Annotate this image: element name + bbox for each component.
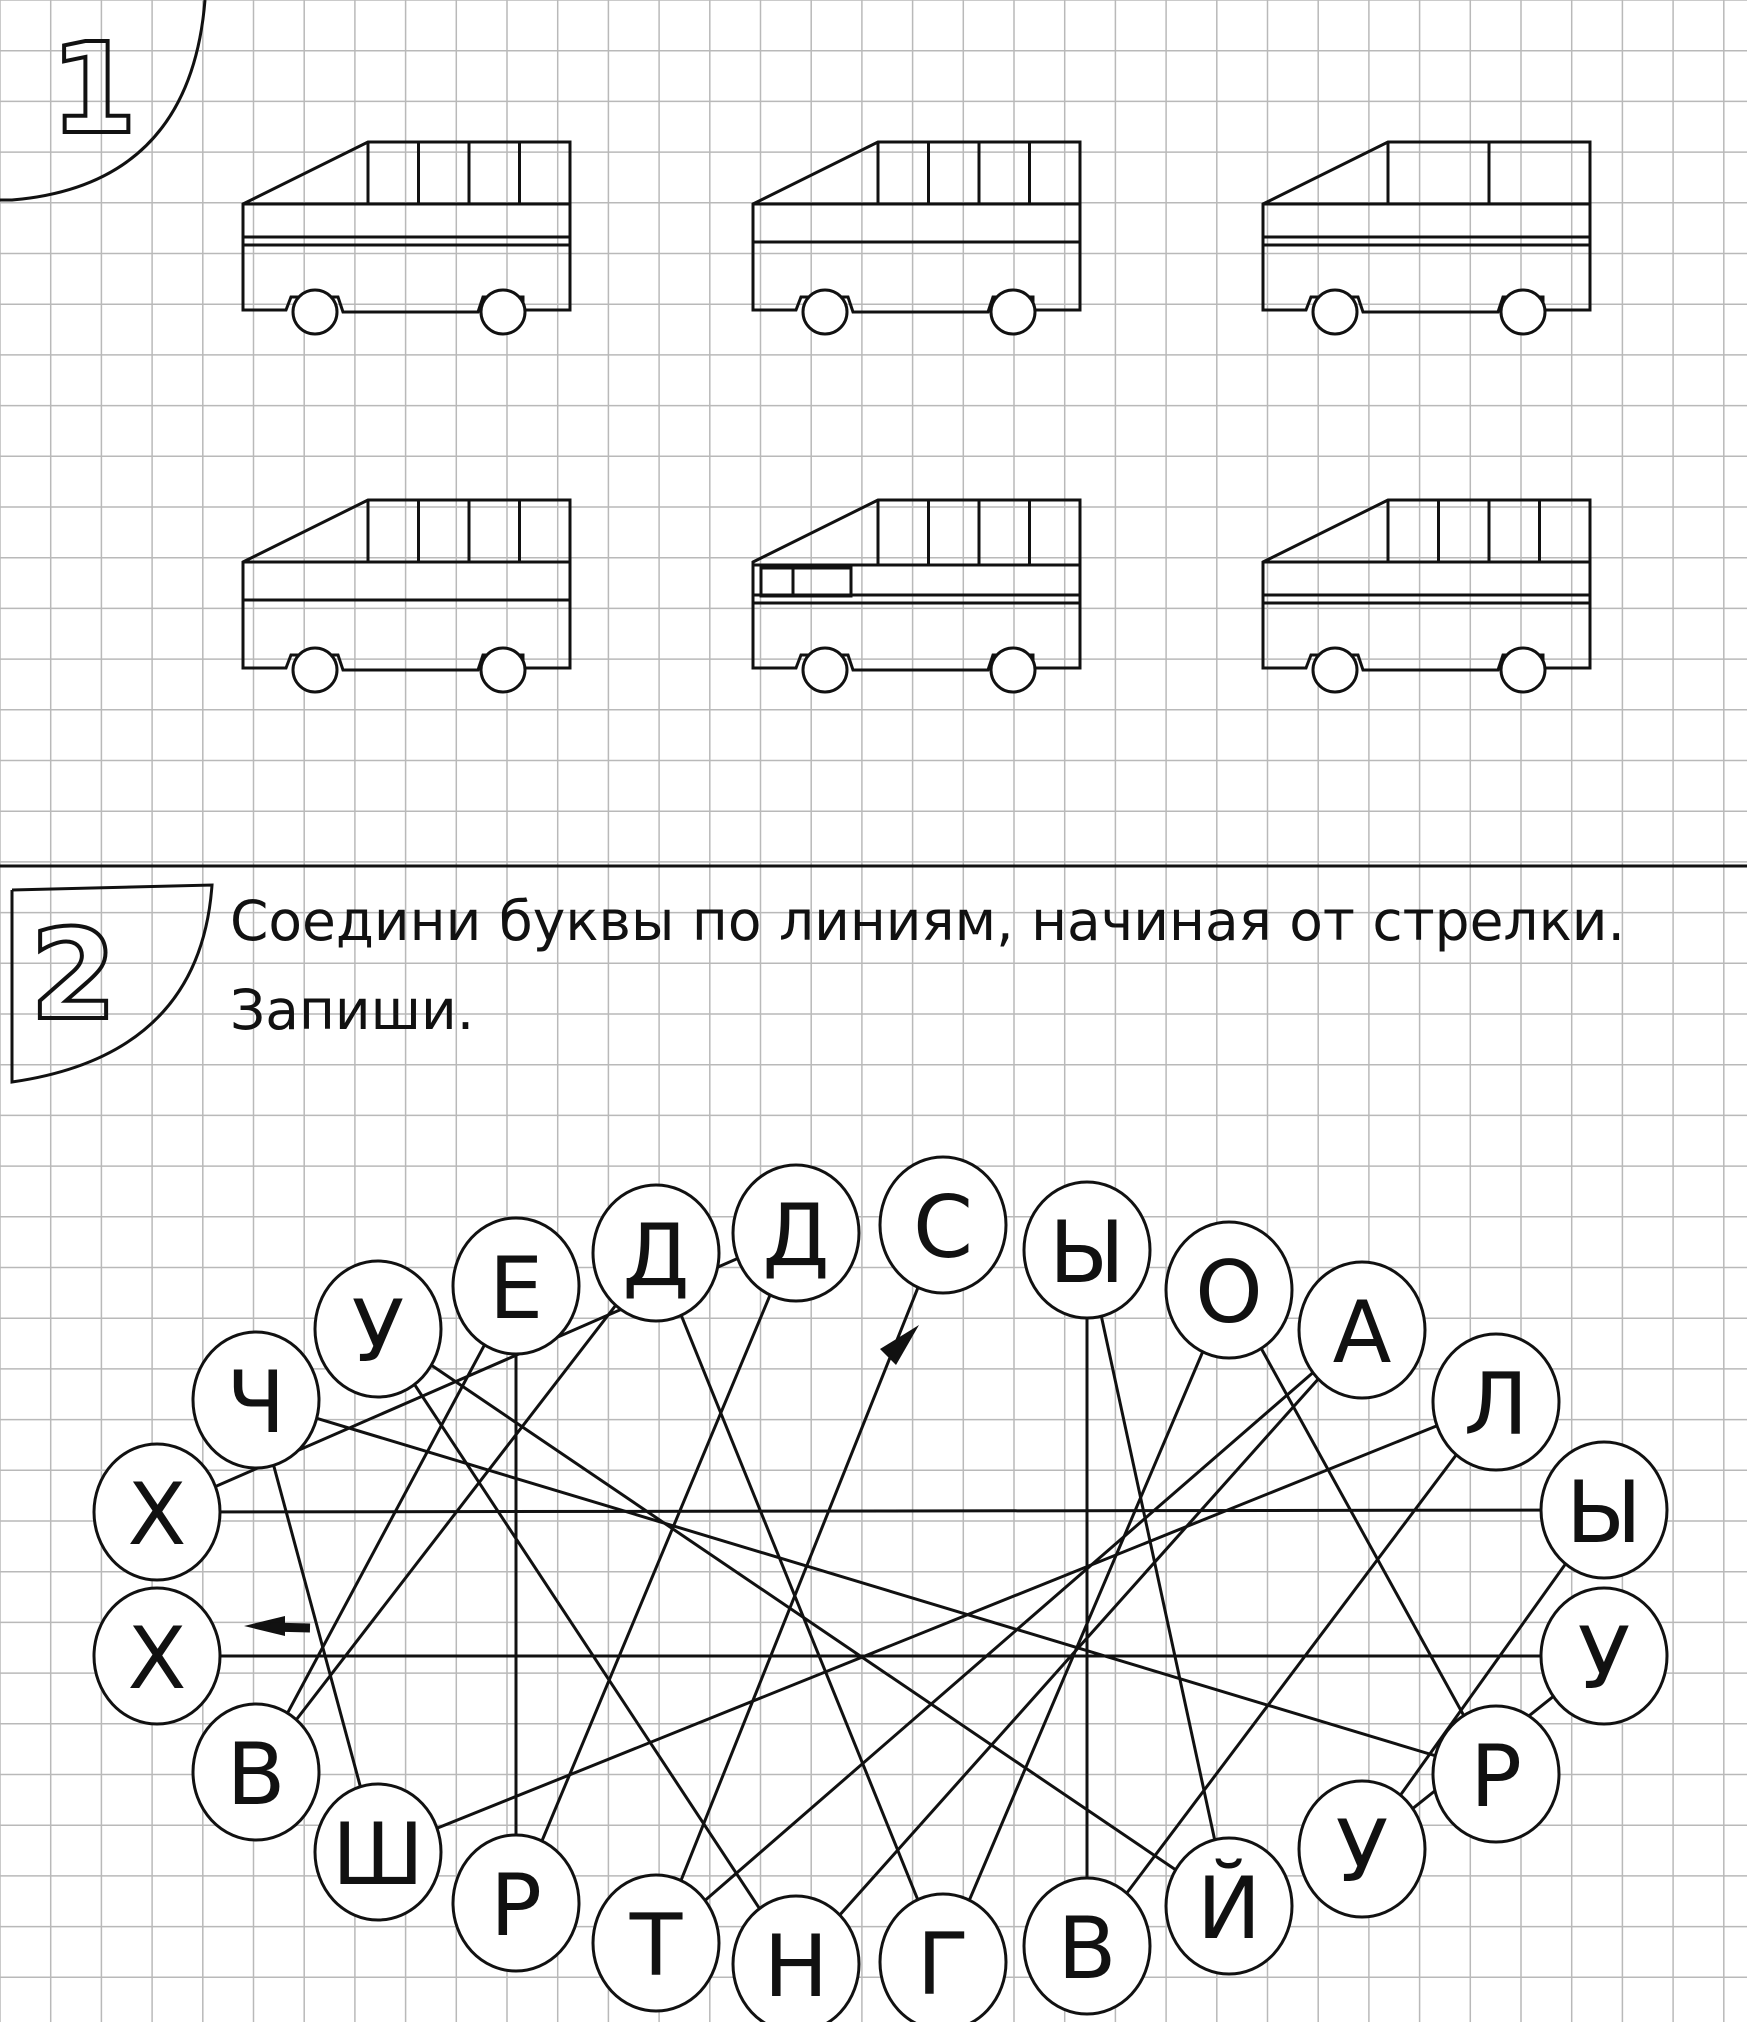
letter-circle	[1433, 1334, 1559, 1470]
letter-circle	[593, 1185, 719, 1321]
wheel-icon	[481, 290, 525, 334]
bus-drawing	[1263, 500, 1590, 692]
letter-circle	[453, 1835, 579, 1971]
circle-letter: С	[912, 1178, 974, 1278]
bus-drawing	[243, 500, 570, 692]
letter-circle	[880, 1894, 1006, 2022]
circle-letter: У	[1577, 1609, 1631, 1709]
letter-circle	[193, 1332, 319, 1468]
wheel-icon	[1501, 648, 1545, 692]
letter-circle	[193, 1704, 319, 1840]
circle-letter: Г	[916, 1915, 970, 2015]
circle-letter: Ч	[226, 1353, 286, 1453]
circle-letter: Ы	[1049, 1203, 1125, 1303]
circle-letter: В	[1057, 1899, 1117, 1999]
circle-letter: У	[1335, 1802, 1389, 1902]
circle-letter: Р	[490, 1856, 542, 1956]
letter-circle	[1433, 1706, 1559, 1842]
wheel-icon	[1313, 290, 1357, 334]
letter-circle	[1299, 1262, 1425, 1398]
circle-letter: У	[351, 1282, 405, 1382]
letter-circle	[1541, 1588, 1667, 1724]
wheel-icon	[991, 290, 1035, 334]
bus-body	[1263, 142, 1590, 312]
letter-circle	[453, 1218, 579, 1354]
circle-letter: Х	[127, 1465, 187, 1565]
letter-circle	[94, 1444, 220, 1580]
bus-drawing	[753, 500, 1080, 692]
connection-line	[656, 1253, 943, 1962]
task2-badge	[12, 885, 212, 1082]
task2-number: 2	[30, 903, 117, 1048]
task1-badge	[0, 0, 205, 200]
task2-instruction-line1: Соедини буквы по линиям, начиная от стрелки.	[230, 889, 1626, 953]
connection-line	[256, 1400, 1496, 1774]
letter-circle	[315, 1261, 441, 1397]
letter-circle	[733, 1896, 859, 2022]
wheel-icon	[1501, 290, 1545, 334]
circle-letter: Н	[763, 1917, 829, 2017]
circle-letter: О	[1195, 1243, 1263, 1343]
connection-line	[656, 1225, 943, 1943]
circle-letter: Х	[127, 1609, 187, 1709]
circle-letter: Д	[762, 1186, 830, 1286]
bus-drawing	[243, 142, 570, 334]
letter-circle	[1024, 1878, 1150, 2014]
task1-number: 1	[50, 17, 137, 162]
letter-circle	[1166, 1838, 1292, 1974]
wheel-icon	[991, 648, 1035, 692]
circle-letter: Р	[1470, 1727, 1522, 1827]
circle-letter: Д	[622, 1206, 690, 1306]
circle-letter: Е	[488, 1239, 544, 1339]
wheel-icon	[803, 648, 847, 692]
circle-letter: В	[226, 1725, 286, 1825]
letter-circle	[1166, 1222, 1292, 1358]
wheel-icon	[803, 290, 847, 334]
wheel-icon	[293, 290, 337, 334]
letter-circle	[880, 1157, 1006, 1293]
letter-circle	[315, 1784, 441, 1920]
bus-drawing	[753, 142, 1080, 334]
bus-pictures	[243, 142, 1590, 692]
task2-instruction-line2: Запиши.	[230, 978, 475, 1042]
circle-letter: Л	[1463, 1355, 1529, 1455]
letter-circle	[1299, 1781, 1425, 1917]
circle-letter: Ы	[1566, 1463, 1642, 1563]
wheel-icon	[293, 648, 337, 692]
letter-circle	[1541, 1442, 1667, 1578]
letter-circle	[94, 1588, 220, 1724]
circle-letter: Т	[629, 1896, 683, 1996]
letter-circle	[1024, 1182, 1150, 1318]
circle-letter: Й	[1196, 1859, 1262, 1959]
circle-letter: Ш	[332, 1805, 424, 1905]
letter-circle	[593, 1875, 719, 2011]
connection-line	[157, 1510, 1604, 1512]
wheel-icon	[481, 648, 525, 692]
circle-letter: А	[1332, 1283, 1392, 1383]
bus-drawing	[1263, 142, 1590, 334]
wheel-icon	[1313, 648, 1357, 692]
letter-circle	[733, 1165, 859, 1301]
